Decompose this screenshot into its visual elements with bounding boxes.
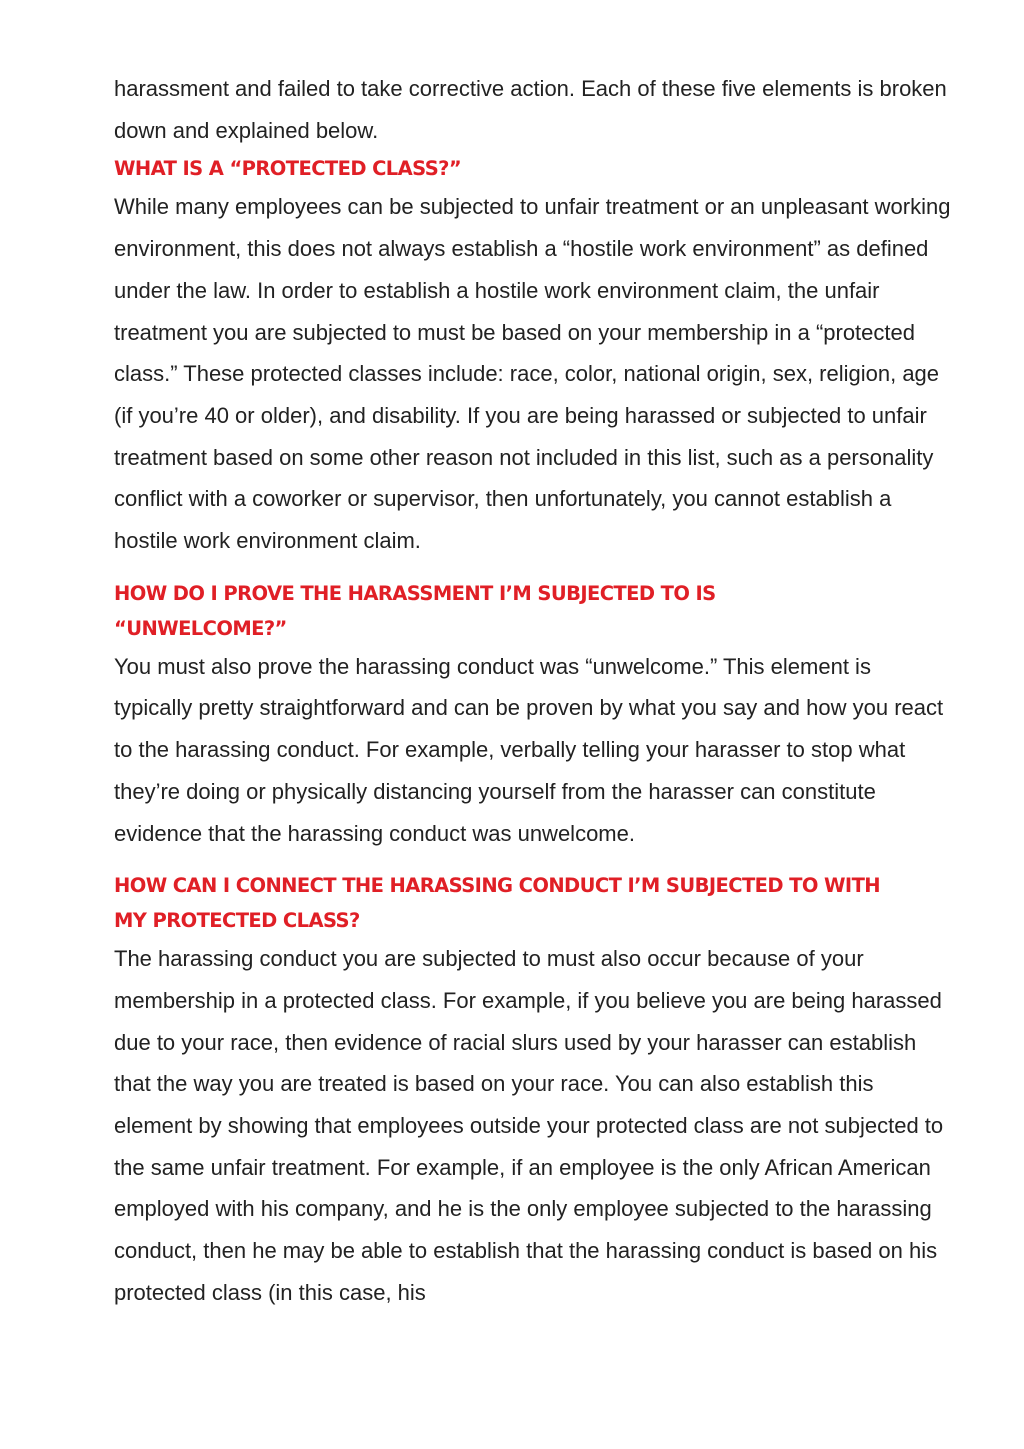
section-spacer xyxy=(114,562,954,576)
intro-paragraph: harassment and failed to take corrective action. Each of these five elements is broken down and explained below. xyxy=(114,76,947,143)
section-body-unwelcome: You must also prove the harassing conduct was “unwelcome.” This element is typically pretty straightforward and can be proven by what you say and how you react to the harassing conduct. For example, verbally telling your harasser to stop what they’re doing or physically distancing yourself from the harasser can constitute evidence that the harassing conduct was unwelcome. xyxy=(114,653,944,846)
section-body-connect-conduct: The harassing conduct you are subjected to must also occur because of your membership in a protected class. For example, if you believe you are being harassed due to your race, then evidence of racial slurs used by your harasser can establish that the way you are treated is based on your race. You can also establish this element by showing that employees outside your protected class are not subjected to the same unfair treatment. For example, if an employee is the only African American employed with his company, and he is the only employee subjected to the harassing conduct, then he may be able to establish that the harassing conduct is based on his protected class (in this case, his xyxy=(114,946,944,1305)
document-page xyxy=(114,68,954,1314)
section-body-protected-class: While many employees can be subjected to unfair treatment or an unpleasant working environment, this does not always establish a “hostile work environment” as defined under the law. In order to establish a hostile work environment claim, the unfair treatment you are subjected to must be based on your membership in a “protected class.” These protected classes include: race, color, national origin, sex, religion, age (if you’re 40 or older), and disability. If you are being harassed or subjected to unfair treatment based on some other reason not included in this list, such as a personality conflict with a coworker or supervisor, then unfortunately, you cannot establish a hostile work environment claim. xyxy=(114,194,951,554)
section-heading-protected-class: WHAT IS A “PROTECTED CLASS?” xyxy=(114,157,462,181)
section-spacer xyxy=(114,854,954,868)
section-heading-unwelcome: HOW DO I PROVE THE HARASSMENT I’M SUBJECTED TO IS “UNWELCOME?” xyxy=(114,581,716,640)
section-heading-connect-conduct: HOW CAN I CONNECT THE HARASSING CONDUCT I’M SUBJECTED TO WITH MY PROTECTED CLASS? xyxy=(114,874,880,933)
